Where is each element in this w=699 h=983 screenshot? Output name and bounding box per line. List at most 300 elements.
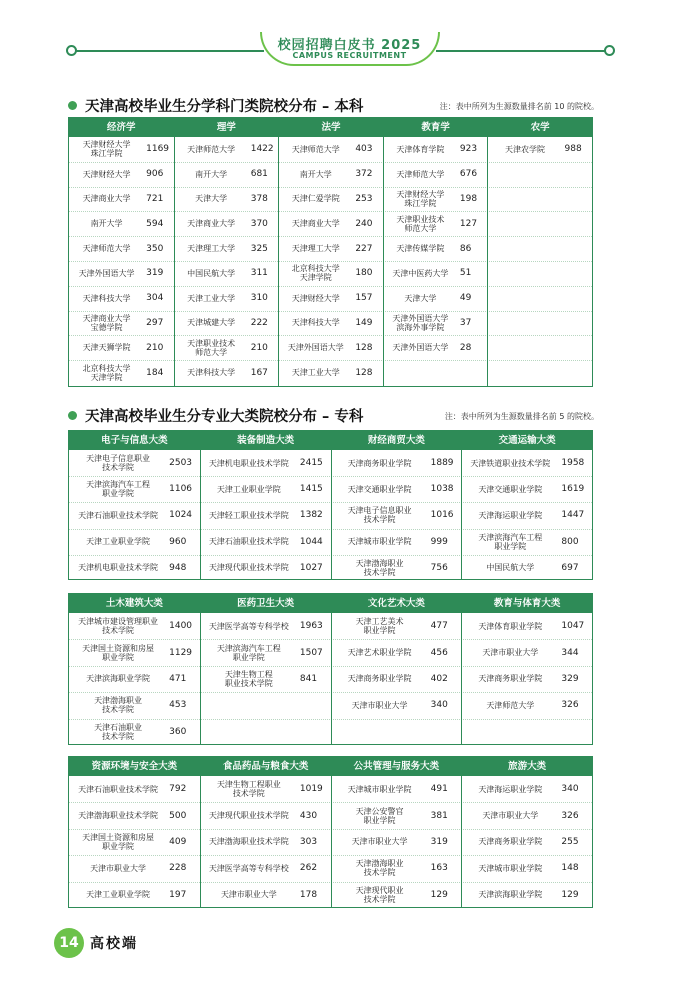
count-value: 2503 — [169, 458, 193, 469]
school-name-cell — [280, 261, 351, 286]
school-name: 天津石油职业技术学院 — [78, 784, 159, 794]
count-cell — [169, 719, 198, 745]
footer-label: 高校端 — [90, 936, 138, 952]
count-cell — [431, 829, 460, 855]
count-cell — [431, 802, 460, 828]
school-name: 天津滨海职业学院 — [478, 890, 543, 900]
count-value: 311 — [250, 268, 268, 279]
count-cell — [565, 137, 590, 162]
school-name-cell — [71, 555, 165, 581]
count-value: 1447 — [561, 510, 585, 521]
count-cell — [300, 476, 329, 502]
school-name-cell — [463, 855, 557, 881]
school-name-cell — [463, 476, 557, 502]
count-cell — [146, 360, 171, 385]
column-divider — [174, 118, 175, 386]
count-value: 163 — [430, 863, 448, 874]
count-cell — [561, 855, 590, 881]
school-name-cell — [202, 476, 296, 502]
count-value: 372 — [355, 169, 373, 180]
school-name: 天津渤海职业 技术学院 — [355, 859, 404, 878]
school-name: 天津商业大学 — [291, 219, 340, 229]
count-cell — [355, 261, 380, 286]
school-name-cell — [463, 802, 557, 828]
count-cell — [169, 502, 198, 528]
school-name-cell — [280, 137, 351, 162]
school-name-cell — [176, 311, 247, 336]
count-cell — [561, 450, 590, 476]
count-value: 180 — [355, 268, 373, 279]
school-name-cell — [71, 261, 142, 286]
school-name: 天津工艺美术 职业学院 — [355, 617, 404, 636]
school-name: 天津大学 — [404, 293, 437, 303]
count-cell — [431, 776, 460, 802]
count-cell — [169, 529, 198, 555]
count-cell — [251, 162, 276, 187]
count-value: 456 — [430, 647, 448, 658]
school-name: 天津城市建设管理职业 技术学院 — [78, 617, 159, 636]
school-name-cell — [71, 529, 165, 555]
count-cell — [251, 261, 276, 286]
count-cell — [431, 666, 460, 692]
bullet-icon — [68, 411, 77, 420]
school-name: 天津职业技术 师范大学 — [187, 338, 236, 357]
school-name: 南开大学 — [195, 169, 228, 179]
school-name: 天津体育职业学院 — [478, 621, 543, 631]
count-value: 721 — [146, 193, 164, 204]
count-cell — [431, 613, 460, 639]
column-divider — [461, 594, 462, 744]
school-name: 天津石油职业 技术学院 — [94, 722, 143, 741]
school-name-cell — [176, 261, 247, 286]
school-name-cell — [202, 555, 296, 581]
school-name-cell — [71, 719, 165, 745]
count-cell — [561, 776, 590, 802]
count-cell — [300, 529, 329, 555]
school-name-cell — [71, 450, 165, 476]
school-name-cell — [280, 211, 351, 236]
school-name: 天津市职业大学 — [220, 890, 277, 900]
school-name-cell — [71, 776, 165, 802]
count-value: 1507 — [299, 647, 323, 658]
count-value: 310 — [250, 293, 268, 304]
school-name: 天津科技大学 — [82, 293, 131, 303]
column-divider — [383, 118, 384, 386]
count-cell — [300, 450, 329, 476]
school-name: 天津商业大学 — [187, 219, 236, 229]
count-cell — [460, 311, 485, 336]
vocational-table-3 — [68, 756, 593, 908]
school-name: 天津机电职业技术学院 — [208, 458, 289, 468]
count-cell — [431, 529, 460, 555]
school-name-cell — [202, 829, 296, 855]
school-name-cell — [202, 666, 296, 692]
count-cell — [169, 882, 198, 908]
school-name-cell — [202, 802, 296, 828]
count-cell — [146, 311, 171, 336]
count-cell — [251, 360, 276, 385]
school-name-cell — [202, 502, 296, 528]
count-cell — [300, 802, 329, 828]
school-name-cell — [280, 187, 351, 212]
school-name-cell — [71, 882, 165, 908]
school-name: 天津交通职业学院 — [347, 484, 412, 494]
count-value: 988 — [564, 144, 582, 155]
count-value: 906 — [146, 169, 164, 180]
count-value: 344 — [561, 647, 579, 658]
count-value: 129 — [430, 889, 448, 900]
column-divider — [461, 431, 462, 579]
count-value: 409 — [169, 836, 187, 847]
count-value: 198 — [459, 193, 478, 204]
count-cell — [561, 529, 590, 555]
count-value: 297 — [146, 317, 164, 328]
school-name-cell — [71, 286, 142, 311]
count-value: 1019 — [299, 784, 323, 795]
school-name: 天津财经大学 — [291, 293, 340, 303]
count-value: 1016 — [430, 510, 454, 521]
count-cell — [460, 286, 485, 311]
school-name: 天津外国语大学 — [392, 343, 449, 353]
school-name: 天津石油职业技术学院 — [208, 537, 289, 547]
count-value: 1400 — [169, 621, 193, 632]
school-name: 天津国土资源和房屋 职业学院 — [82, 832, 155, 851]
count-value: 1038 — [430, 484, 454, 495]
school-name-cell — [463, 502, 557, 528]
count-value: 1422 — [250, 144, 274, 155]
count-value: 304 — [146, 293, 164, 304]
count-value: 240 — [355, 218, 373, 229]
count-value: 228 — [169, 863, 187, 874]
count-value: 1129 — [169, 647, 193, 658]
count-value: 340 — [430, 700, 448, 711]
section1-title: 天津高校毕业生分学科门类院校分布 – 本科 — [68, 95, 363, 116]
count-cell — [146, 335, 171, 360]
school-name-cell — [71, 211, 142, 236]
school-name: 天津市职业大学 — [351, 837, 408, 847]
count-value: 86 — [459, 243, 472, 254]
school-name-cell — [280, 335, 351, 360]
school-name-cell — [202, 613, 296, 639]
count-value: 197 — [169, 889, 187, 900]
count-cell — [355, 335, 380, 360]
school-name-cell — [202, 882, 296, 908]
count-cell — [561, 639, 590, 665]
school-name-cell — [71, 476, 165, 502]
school-name: 天津医学高等专科学校 — [208, 863, 289, 873]
school-name-cell — [176, 137, 247, 162]
school-name-cell — [333, 555, 427, 581]
vocational-table-2 — [68, 593, 593, 745]
count-value: 1047 — [561, 621, 585, 632]
count-value: 948 — [169, 562, 187, 573]
category-header: 经济学 — [69, 118, 174, 137]
school-name: 天津城市职业学院 — [347, 784, 412, 794]
count-cell — [561, 555, 590, 581]
school-name: 天津师范大学 — [82, 244, 131, 254]
count-cell — [169, 639, 198, 665]
count-cell — [460, 187, 485, 212]
school-name: 天津财经大学 珠江学院 — [82, 140, 131, 159]
count-value: 325 — [250, 243, 268, 254]
section2-note: 注：表中所列为生源数量排名前 5 的院校。 — [444, 412, 599, 421]
school-name-cell — [333, 639, 427, 665]
school-name-cell — [71, 502, 165, 528]
count-value: 923 — [459, 144, 478, 155]
count-value: 210 — [250, 342, 268, 353]
count-value: 255 — [561, 836, 579, 847]
count-value: 1044 — [299, 536, 323, 547]
column-divider — [278, 118, 279, 386]
school-name-cell — [385, 311, 456, 336]
count-cell — [251, 211, 276, 236]
school-name-cell — [463, 692, 557, 718]
school-name-cell — [71, 335, 142, 360]
school-name-cell — [71, 137, 142, 162]
school-name: 天津滨海汽车工程 职业学院 — [478, 532, 543, 551]
count-value: 381 — [430, 810, 448, 821]
school-name-cell — [463, 450, 557, 476]
category-header: 土木建筑大类 — [69, 594, 200, 613]
count-cell — [300, 502, 329, 528]
count-cell — [146, 137, 171, 162]
school-name-cell — [333, 829, 427, 855]
category-header: 装备制造大类 — [201, 431, 331, 450]
count-value: 370 — [250, 218, 268, 229]
school-name: 天津财经大学 — [82, 169, 131, 179]
count-cell — [561, 476, 590, 502]
category-header: 理学 — [175, 118, 279, 137]
count-cell — [169, 692, 198, 718]
count-cell — [300, 776, 329, 802]
column-divider — [487, 118, 488, 386]
school-name: 天津理工大学 — [187, 244, 236, 254]
school-name-cell — [463, 529, 557, 555]
school-name: 天津医学高等专科学校 — [208, 621, 289, 631]
school-name-cell — [280, 311, 351, 336]
category-header: 食品药品与粮食大类 — [201, 757, 331, 776]
school-name: 天津师范大学 — [291, 144, 340, 154]
school-name-cell — [333, 666, 427, 692]
school-name-cell — [385, 335, 456, 360]
school-name: 天津城建大学 — [187, 318, 236, 328]
school-name: 天津工业职业学院 — [86, 890, 151, 900]
count-cell — [300, 666, 329, 692]
school-name: 天津渤海职业技术学院 — [78, 811, 159, 821]
count-value: 37 — [459, 317, 472, 328]
school-name: 天津财经大学 珠江学院 — [396, 189, 445, 208]
count-value: 178 — [299, 889, 318, 900]
count-cell — [561, 502, 590, 528]
count-cell — [561, 882, 590, 908]
school-name: 天津科技大学 — [187, 368, 236, 378]
count-cell — [355, 360, 380, 385]
school-name: 天津电子信息职业 技术学院 — [86, 454, 151, 473]
count-value: 184 — [146, 367, 164, 378]
school-name-cell — [71, 236, 142, 261]
count-cell — [146, 236, 171, 261]
count-value: 262 — [299, 863, 318, 874]
school-name: 天津体育学院 — [396, 144, 445, 154]
category-header: 农学 — [488, 118, 592, 137]
count-value: 210 — [146, 342, 164, 353]
school-name: 天津传媒学院 — [396, 244, 445, 254]
school-name: 天津艺术职业学院 — [347, 648, 412, 658]
school-name-cell — [280, 162, 351, 187]
count-value: 594 — [146, 218, 164, 229]
column-divider — [331, 757, 332, 907]
count-value: 477 — [430, 621, 448, 632]
school-name: 天津交通职业学院 — [478, 484, 543, 494]
count-value: 1958 — [561, 458, 585, 469]
count-value: 403 — [355, 144, 373, 155]
school-name: 天津理工大学 — [291, 244, 340, 254]
count-cell — [460, 162, 485, 187]
school-name: 天津商务职业学院 — [478, 674, 543, 684]
count-cell — [431, 476, 460, 502]
count-value: 227 — [355, 243, 373, 254]
school-name-cell — [333, 692, 427, 718]
school-name: 天津大学 — [195, 194, 228, 204]
count-cell — [561, 613, 590, 639]
count-value: 51 — [459, 268, 472, 279]
category-header: 医药卫生大类 — [201, 594, 331, 613]
count-cell — [355, 187, 380, 212]
school-name: 天津工业大学 — [291, 368, 340, 378]
count-value: 340 — [561, 784, 579, 795]
count-value: 303 — [299, 836, 318, 847]
count-cell — [355, 162, 380, 187]
count-cell — [169, 450, 198, 476]
count-cell — [251, 311, 276, 336]
count-cell — [355, 286, 380, 311]
count-value: 128 — [355, 367, 373, 378]
school-name: 天津滨海汽车工程 职业学院 — [86, 480, 151, 499]
school-name: 天津外国语大学 — [287, 343, 344, 353]
count-value: 360 — [169, 726, 187, 737]
count-value: 676 — [459, 169, 478, 180]
school-name-cell — [71, 639, 165, 665]
count-cell — [169, 476, 198, 502]
count-value: 800 — [561, 536, 579, 547]
school-name: 天津职业技术 师范大学 — [396, 214, 445, 233]
count-cell — [300, 829, 329, 855]
school-name-cell — [463, 666, 557, 692]
section1-note: 注：表中所列为生源数量排名前 10 的院校。 — [439, 102, 599, 111]
school-name-cell — [71, 360, 142, 385]
school-name: 北京科技大学 天津学院 — [291, 264, 340, 283]
count-value: 319 — [146, 268, 164, 279]
count-cell — [169, 555, 198, 581]
school-name: 天津商业大学 宝德学院 — [82, 313, 131, 332]
category-header: 旅游大类 — [462, 757, 592, 776]
count-value: 2415 — [299, 458, 323, 469]
count-cell — [460, 261, 485, 286]
school-name-cell — [202, 855, 296, 881]
count-cell — [431, 502, 460, 528]
school-name-cell — [176, 335, 247, 360]
school-name: 天津工业大学 — [187, 293, 236, 303]
count-value: 378 — [250, 193, 268, 204]
count-value: 1415 — [299, 484, 323, 495]
count-cell — [169, 776, 198, 802]
school-name: 天津城市职业学院 — [347, 537, 412, 547]
school-name: 天津渤海职业 技术学院 — [355, 558, 404, 577]
count-value: 841 — [299, 673, 318, 684]
category-header: 资源环境与安全大类 — [69, 757, 200, 776]
column-divider — [200, 757, 201, 907]
count-value: 157 — [355, 293, 373, 304]
count-cell — [300, 639, 329, 665]
count-cell — [561, 802, 590, 828]
school-name: 天津农学院 — [504, 144, 545, 154]
school-name-cell — [463, 776, 557, 802]
column-divider — [331, 431, 332, 579]
count-cell — [300, 882, 329, 908]
school-name-cell — [202, 450, 296, 476]
school-name: 天津外国语大学 — [78, 268, 135, 278]
school-name: 天津工业职业学院 — [86, 537, 151, 547]
school-name-cell — [176, 360, 247, 385]
count-value: 148 — [561, 863, 579, 874]
count-value: 350 — [146, 243, 164, 254]
school-name-cell — [71, 666, 165, 692]
count-value: 792 — [169, 784, 187, 795]
count-value: 329 — [561, 673, 579, 684]
school-name-cell — [71, 802, 165, 828]
count-value: 128 — [355, 342, 373, 353]
school-name: 天津市职业大学 — [482, 648, 539, 658]
school-name-cell — [280, 236, 351, 261]
school-name: 天津城市职业学院 — [478, 863, 543, 873]
vocational-table-1 — [68, 430, 593, 580]
count-cell — [169, 829, 198, 855]
count-value: 402 — [430, 673, 448, 684]
count-cell — [355, 211, 380, 236]
school-name: 天津商业大学 — [82, 194, 131, 204]
count-value: 999 — [430, 536, 448, 547]
count-value: 326 — [561, 810, 579, 821]
count-value: 1027 — [299, 562, 323, 573]
count-cell — [169, 855, 198, 881]
category-header: 电子与信息大类 — [69, 431, 200, 450]
count-value: 127 — [459, 218, 478, 229]
undergrad-table — [68, 117, 593, 387]
count-cell — [146, 286, 171, 311]
school-name-cell — [333, 776, 427, 802]
school-name-cell — [333, 529, 427, 555]
count-cell — [561, 692, 590, 718]
school-name-cell — [71, 311, 142, 336]
school-name-cell — [463, 555, 557, 581]
count-value: 681 — [250, 169, 268, 180]
count-cell — [460, 236, 485, 261]
school-name-cell — [280, 360, 351, 385]
count-value: 697 — [561, 562, 579, 573]
school-name: 天津市职业大学 — [351, 700, 408, 710]
category-header: 公共管理与服务大类 — [332, 757, 462, 776]
page-header — [0, 30, 699, 70]
count-value: 471 — [169, 673, 187, 684]
school-name-cell — [71, 187, 142, 212]
school-name: 天津商务职业学院 — [347, 458, 412, 468]
school-name: 南开大学 — [299, 169, 332, 179]
school-name: 天津现代职业 技术学院 — [355, 885, 404, 904]
count-cell — [146, 162, 171, 187]
category-header: 教育学 — [384, 118, 488, 137]
school-name-cell — [333, 450, 427, 476]
count-cell — [431, 639, 460, 665]
